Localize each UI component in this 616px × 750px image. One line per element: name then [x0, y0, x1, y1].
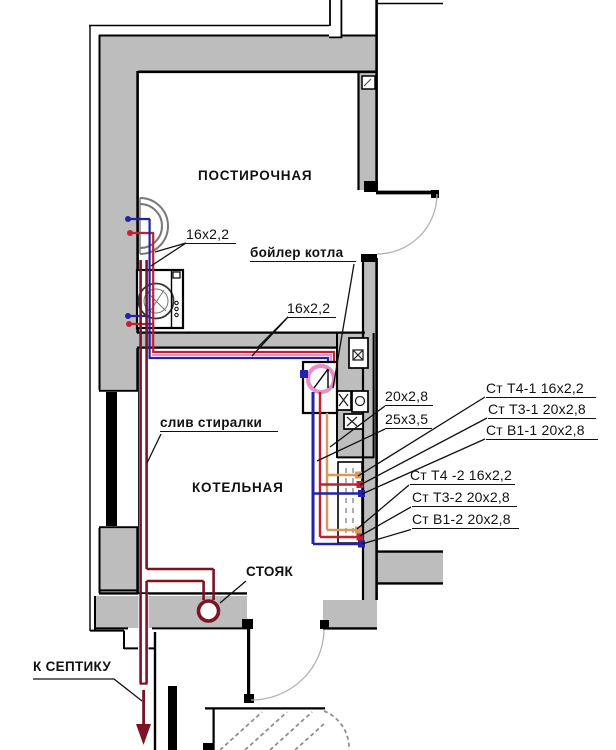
to-septic-callout: К СЕПТИКУ — [33, 659, 112, 674]
laundry-door — [361, 181, 439, 262]
washer-drain-callout: слив стиралки — [160, 416, 278, 432]
boiler-inlet-marker — [300, 370, 308, 378]
washing-machine — [137, 270, 183, 328]
septic-arrow — [136, 724, 151, 745]
pipe-dim-16x22-run: 16х2,2 — [287, 301, 336, 318]
boiler-unit — [300, 362, 337, 413]
riser-label-t3-1: Ст Т3-1 20х2,8 — [488, 402, 596, 419]
bottom-wall-bars — [168, 686, 214, 750]
riser-circle — [199, 601, 219, 621]
boiler-room-door — [242, 619, 329, 703]
top-wall-slot — [329, 0, 342, 38]
riser-label-t4-2: Ст Т4 -2 16х2,2 — [410, 468, 515, 485]
riser-label-v1-2: Ст В1-2 20х2,8 — [412, 512, 519, 529]
riser-callout: СТОЯК — [246, 564, 294, 579]
left-wall-window — [99, 390, 138, 528]
stairs-hatch — [220, 711, 349, 750]
boiler-feed-callout: бойлер котла — [250, 246, 356, 262]
right-wall-vent — [362, 76, 375, 89]
pipe-dim-25x35: 25х3,5 — [385, 412, 432, 429]
pipe-dim-20x28: 20х2,8 — [385, 389, 433, 406]
pipe-dim-16x22-laundry: 16х2,2 — [186, 227, 236, 244]
riser-label-t4-1: Ст Т4-1 16х2,2 — [486, 381, 596, 398]
riser-label-t3-2: Ст Т3-2 20х2,8 — [412, 490, 517, 507]
boiler-room-label: КОТЕЛЬНАЯ — [192, 480, 284, 495]
riser-label-v1-1: Ст В1-1 20х2,8 — [486, 423, 598, 440]
laundry-room-label: ПОСТИРОЧНАЯ — [198, 168, 313, 183]
